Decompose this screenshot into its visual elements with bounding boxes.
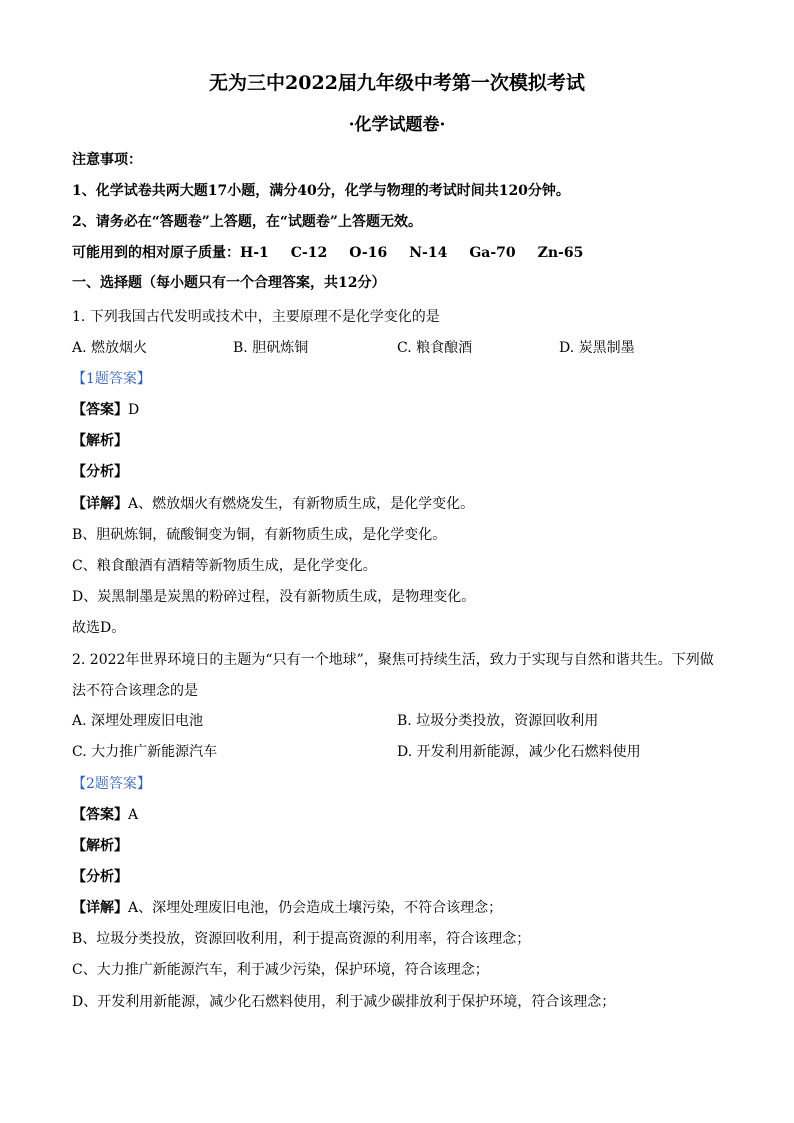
- q2-analysis-heading: 【解析】: [72, 838, 128, 854]
- q1-detail-label: 【详解】: [72, 496, 128, 512]
- q2-stem-line-2: 法不符合该理念的是: [72, 683, 198, 699]
- atomic-mass-o: O-16: [349, 245, 388, 261]
- q2-stem-line-1: 2. 2022年世界环境日的主题为“只有一个地球”，聚焦可持续生活，致力于实现与自然和谐共生。下列做: [72, 652, 714, 668]
- q2-fenxi-heading: 【分析】: [72, 869, 128, 885]
- q1-answer-label: 【答案】: [72, 402, 128, 418]
- q1-option-d: D. 炭黑制墨: [559, 340, 635, 356]
- q2-option-d: D. 开发利用新能源，减少化石燃料使用: [397, 744, 641, 760]
- page-title: 无为三中2022届九年级中考第一次模拟考试: [209, 72, 585, 94]
- q2-option-a: A. 深埋处理废旧电池: [72, 713, 204, 729]
- q2-detail-line-2: B、垃圾分类投放，资源回收利用，利于提高资源的利用率，符合该理念；: [72, 931, 531, 947]
- q1-answer-value: D: [128, 402, 140, 418]
- notice-item-1: 1、化学试卷共两大题17小题，满分40分，化学与物理的考试时间共120分钟。: [72, 183, 570, 199]
- q1-detail-line-3: C、粮食酿酒有酒精等新物质生成，是化学变化。: [72, 558, 377, 574]
- atomic-mass-line: [72, 243, 605, 263]
- q1-conclusion: 故选D。: [72, 620, 126, 636]
- q1-answer: [72, 400, 139, 420]
- q1-analysis-heading: 【解析】: [72, 433, 128, 449]
- atomic-mass-h: H-1: [240, 245, 269, 261]
- atomic-mass-label: 可能用到的相对原子质量：: [72, 245, 240, 261]
- atomic-mass-ga: Ga-70: [469, 245, 516, 261]
- q2-detail-line-4: D、开发利用新能源，减少化石燃料使用，利于减少碳排放利于保护环境，符合该理念；: [72, 994, 616, 1010]
- q1-fenxi-heading: 【分析】: [72, 464, 128, 480]
- q2-answer-value: A: [128, 807, 139, 823]
- notice-heading: 注意事项：: [72, 152, 142, 168]
- q1-detail-text-a: A、燃放烟火有燃烧发生，有新物质生成，是化学变化。: [128, 496, 475, 512]
- q1-detail-line-4: D、炭黑制墨是炭黑的粉碎过程，没有新物质生成，是物理变化。: [72, 589, 476, 605]
- q1-option-b: B. 胆矾炼铜: [233, 340, 309, 356]
- page-subtitle: ·化学试题卷·: [348, 115, 446, 135]
- q2-detail-label: 【详解】: [72, 900, 128, 916]
- atomic-mass-n: N-14: [409, 245, 448, 261]
- q2-option-c: C. 大力推广新能源汽车: [72, 744, 218, 760]
- atomic-mass-c: C-12: [290, 245, 328, 261]
- q1-option-c: C. 粮食酿酒: [397, 340, 473, 356]
- section-heading: 一、选择题（每小题只有一个合理答案，共12分）: [72, 275, 386, 291]
- notice-item-2: 2、请务必在“答题卷”上答题，在“试题卷”上答题无效。: [72, 214, 422, 230]
- atomic-mass-zn: Zn-65: [537, 245, 584, 261]
- q2-answer-heading: 【2题答案】: [72, 776, 151, 792]
- q1-stem: 1. 下列我国古代发明或技术中，主要原理不是化学变化的是: [72, 309, 440, 325]
- q2-option-b: B. 垃圾分类投放，资源回收利用: [397, 713, 599, 729]
- q2-detail-line-3: C、大力推广新能源汽车，利于减少污染，保护环境，符合该理念；: [72, 962, 489, 978]
- q1-option-a: A. 燃放烟火: [72, 340, 148, 356]
- q2-answer-label: 【答案】: [72, 807, 128, 823]
- q2-detail-text-a: A、深埋处理废旧电池，仍会造成土壤污染，不符合该理念；: [128, 900, 503, 916]
- q1-detail-line-2: B、胆矾炼铜，硫酸铜变为铜，有新物质生成，是化学变化。: [72, 527, 447, 543]
- q1-answer-heading: 【1题答案】: [72, 371, 151, 387]
- q2-detail-line-1: [72, 898, 502, 918]
- q1-detail-line-1: [72, 494, 474, 514]
- q2-answer: [72, 805, 138, 825]
